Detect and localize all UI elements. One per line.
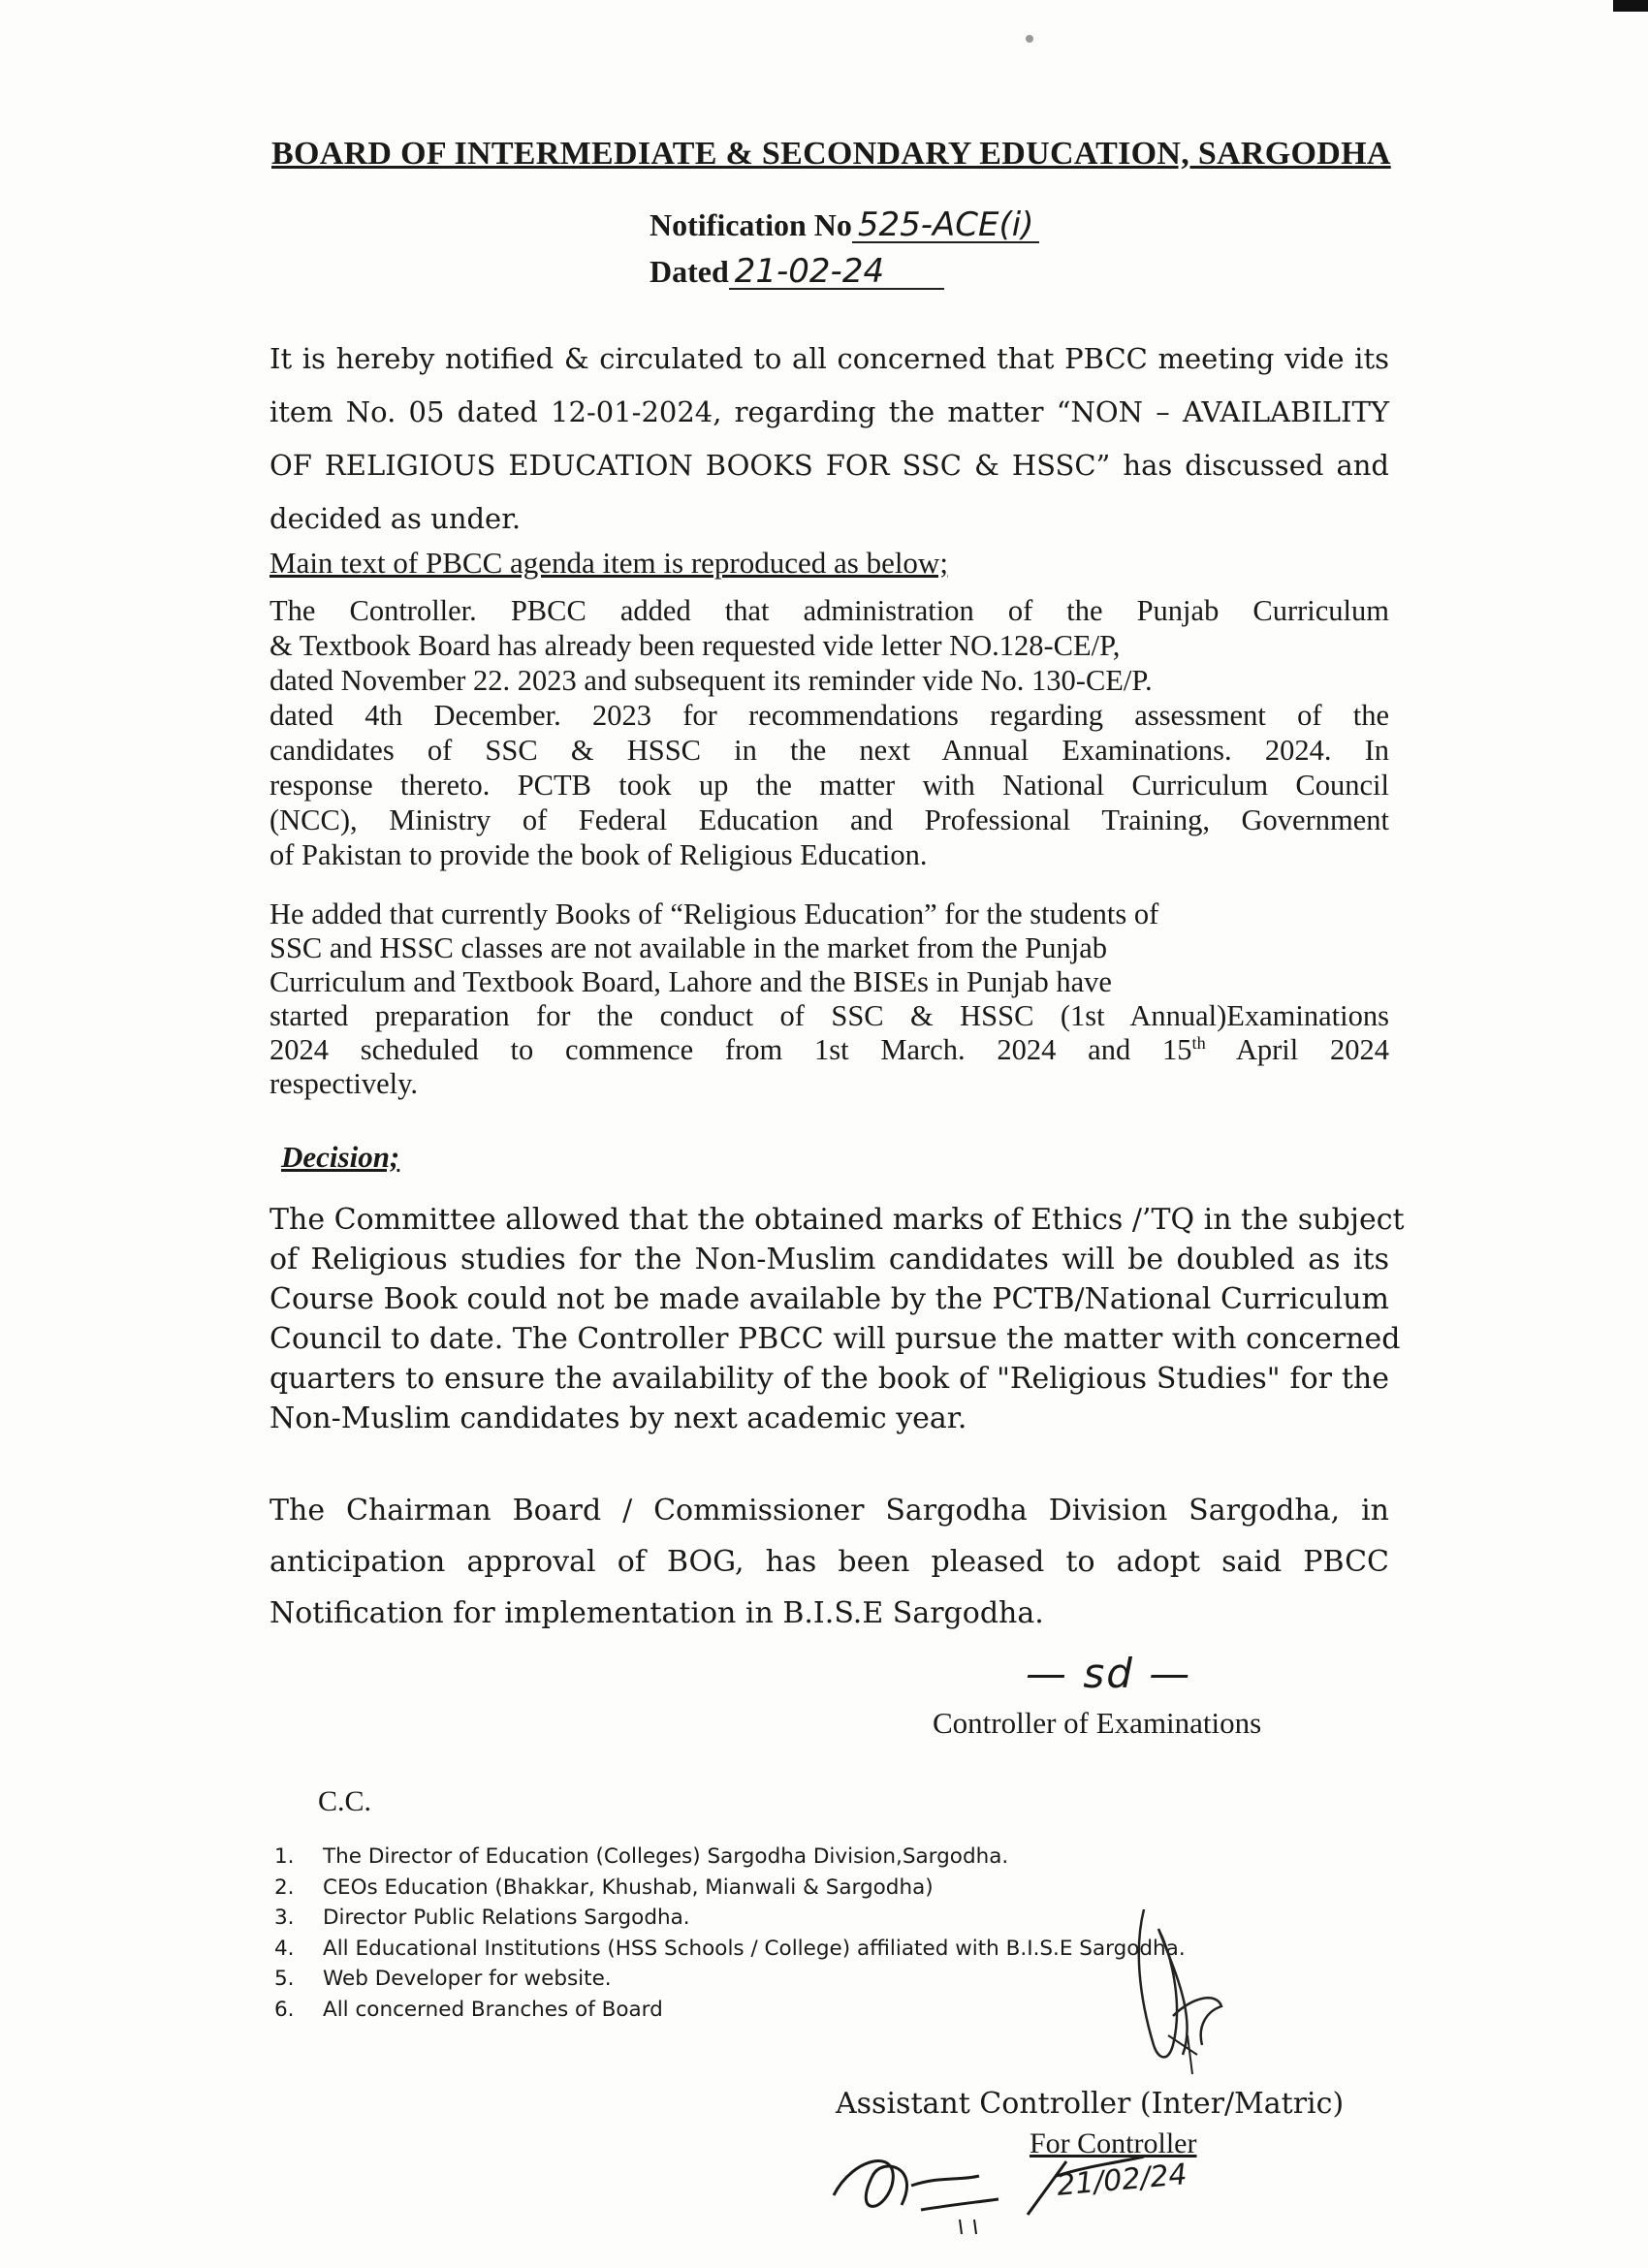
signed-mark: — sd — (1026, 1650, 1192, 1697)
board-title: BOARD OF INTERMEDIATE & SECONDARY EDUCATION, SARGODHA (271, 136, 1391, 172)
agenda-line: respectively. (269, 1067, 418, 1100)
notification-number-line (650, 207, 1039, 243)
intro-paragraph (269, 332, 1389, 546)
controller-title: Controller of Examinations (933, 1706, 1262, 1740)
agenda-line: & Textbook Board has already been requested vide letter NO.128-CE/P, (269, 629, 1121, 662)
notification-label: Notification No (650, 207, 852, 242)
for-controller-label: For Controller (1030, 2127, 1197, 2159)
approval-line: Notification for implementation in B.I.S.E Sargodha. (269, 1596, 1044, 1630)
approval-line: The Chairman Board / Commissioner Sargodha Division Sargodha, in (269, 1494, 1389, 1528)
dated-handwritten: 21-02-24 (729, 255, 944, 290)
notification-number-handwritten: 525-ACE(i) (852, 208, 1040, 243)
agenda-heading: Main text of PBCC agenda item is reproduced as below; (269, 546, 948, 580)
cc-item: 5. Web Developer for website. (274, 1967, 612, 1991)
cc-item: 6. All concerned Branches of Board (274, 1997, 663, 2022)
agenda-line: response thereto. PCTB took up the matter with National Curriculum Council (269, 769, 1389, 802)
ordinal-superscript: th (1191, 1032, 1206, 1053)
agenda-line: of Pakistan to provide the book of Religious Education. (269, 838, 928, 871)
decision-line: quarters to ensure the availability of the book of "Religious Studies" for the (269, 1362, 1389, 1396)
agenda-paragraph-2 (269, 898, 1389, 1101)
intro-line: item No. 05 dated 12-01-2024, regarding the matter “NON – AVAILABILITY (269, 395, 1389, 428)
agenda-line: SSC and HSSC classes are not available in the market from the Punjab (269, 931, 1108, 964)
agenda-line: (NCC), Ministry of Federal Education and Professional Training, Government (269, 803, 1389, 836)
cc-list (274, 1842, 1186, 2025)
decision-heading: Decision; (281, 1140, 400, 1174)
agenda-line-with-superscript (269, 1033, 1389, 1067)
decision-line: of Religious studies for the Non-Muslim candidates will be doubled as its (269, 1243, 1389, 1276)
assistant-signature (1115, 1900, 1241, 2084)
agenda-line: dated 4th December. 2023 for recommendations regarding assessment of the (269, 699, 1389, 732)
dated-line (650, 254, 944, 290)
cc-item: 1. The Director of Education (Colleges) Sargodha Division,Sargodha. (274, 1844, 1009, 1869)
approval-paragraph (269, 1485, 1389, 1639)
cc-item: 3. Director Public Relations Sargodha. (274, 1906, 690, 1930)
cc-item: 2. CEOs Education (Bhakkar, Khushab, Mianwali & Sargodha) (274, 1874, 934, 1900)
agenda-line: candidates of SSC & HSSC in the next Annual Examinations. 2024. In (269, 734, 1389, 767)
decision-paragraph (269, 1200, 1405, 1438)
agenda-paragraph-1 (269, 593, 1389, 872)
agenda-line: dated November 22. 2023 and subsequent its reminder vide No. 130-CE/P. (269, 664, 1153, 697)
agenda-line-text: April 2024 (1205, 1033, 1390, 1066)
scan-edge-mark (1613, 0, 1648, 12)
agenda-line: He added that currently Books of “Religious Education” for the students of (269, 898, 1159, 930)
approval-line: anticipation approval of BOG, has been pleased to adopt said PBCC (269, 1545, 1389, 1579)
decision-line: Council to date. The Controller PBCC will pursue the matter with concerned (269, 1322, 1401, 1356)
dated-label: Dated (650, 254, 729, 289)
cc-item: 4. All Educational Institutions (HSS Schools / College) affiliated with B.I.S.E Sargodha. (274, 1936, 1186, 1961)
assistant-controller-title: Assistant Controller (Inter/Matric) (836, 2087, 1345, 2121)
agenda-line: The Controller. PBCC added that administration of the Punjab Curriculum (269, 594, 1389, 627)
decision-line: Non-Muslim candidates by next academic year. (269, 1402, 967, 1435)
intro-line: decided as under. (269, 502, 522, 535)
agenda-line-text: 2024 scheduled to commence from 1st March. 2024 and 15 (269, 1033, 1192, 1066)
intro-line: It is hereby notified & circulated to all concerned that PBCC meeting vide its (269, 342, 1389, 375)
scan-speck (1026, 35, 1033, 43)
intro-line: OF RELIGIOUS EDUCATION BOOKS FOR SSC & HSSC” has discussed and (269, 449, 1389, 482)
cc-label: C.C. (318, 1785, 372, 1817)
handwritten-date: 21/02/24 (1055, 2158, 1189, 2203)
decision-line: Course Book could not be made available by the PCTB/National Curriculum (269, 1282, 1389, 1316)
decision-line: The Committee allowed that the obtained marks of Ethics /’TQ in the subject (269, 1203, 1405, 1237)
agenda-line: Curriculum and Textbook Board, Lahore and the BISEs in Punjab have (269, 965, 1112, 998)
agenda-line: started preparation for the conduct of SSC & HSSC (1st Annual)Examinations (269, 999, 1389, 1032)
